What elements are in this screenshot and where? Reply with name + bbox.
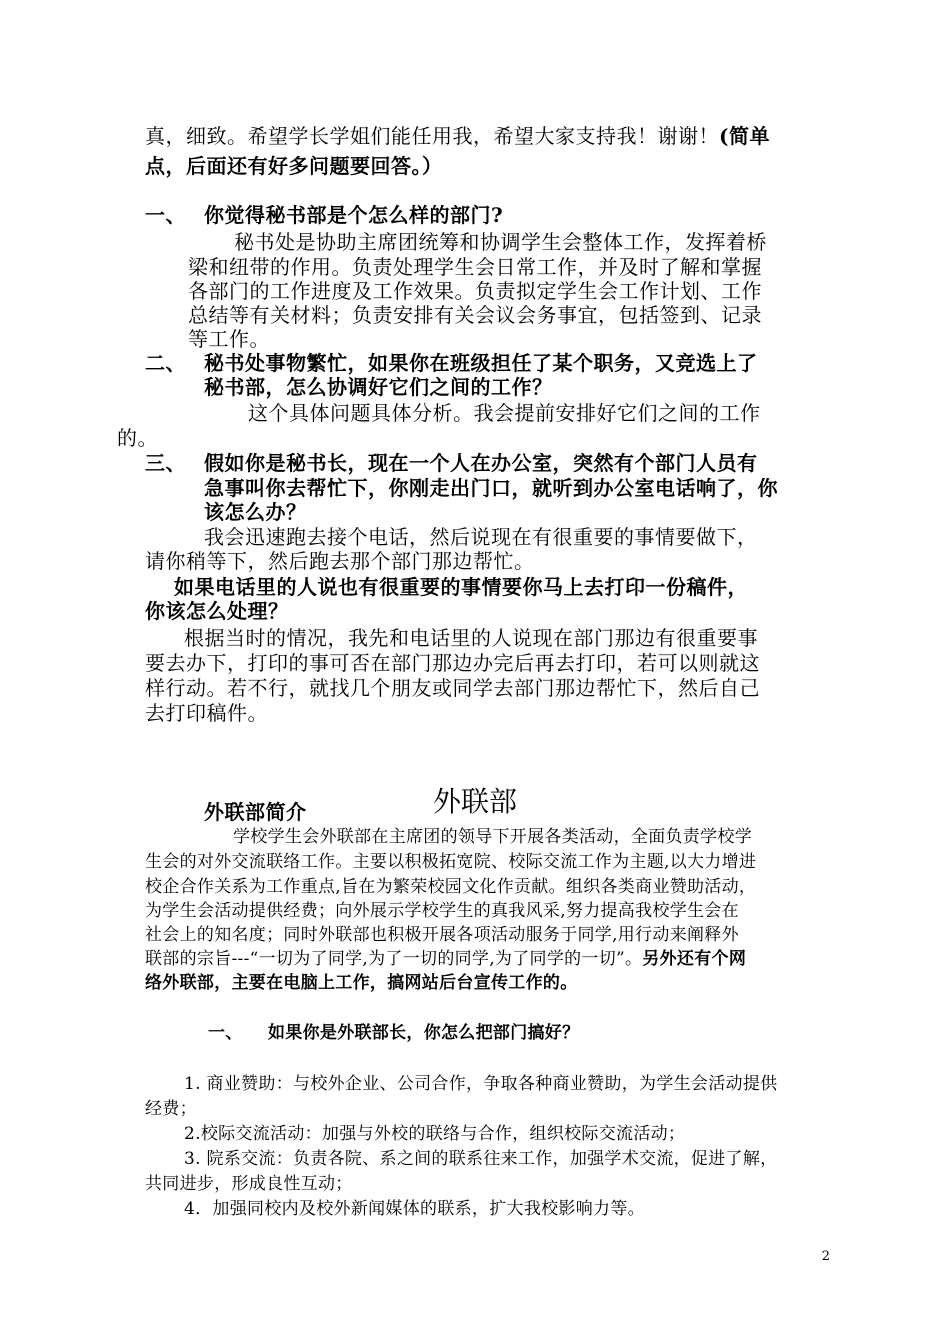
q3-followup-answer-line-2: 要去办下，打印的事可否在部门那边办完后再去打印，若可以则就这 xyxy=(145,651,760,675)
q3-followup-line-2: 你该怎么处理？ xyxy=(145,599,289,623)
section-intro-last-bold: 另外还有个网 xyxy=(642,949,747,969)
intro-bold-text: (简单 xyxy=(719,124,770,148)
section-intro-line-5: 社会上的知名度；同时外联部也积极开展各项活动服务于同学,用行动来阐释外 xyxy=(145,925,739,945)
q1-marker: 一、 xyxy=(145,203,186,227)
section-item-3-line-1: 3. 院系交流：负责各院、系之间的联系往来工作，加强学术交流，促进了解， xyxy=(184,1149,778,1169)
q3-question-line-3: 该怎么办？ xyxy=(204,500,307,524)
q2-answer-line-2: 的。 xyxy=(117,426,158,450)
section-item-4: 4．加强同校内及校外新闻媒体的联系，扩大我校影响力等。 xyxy=(184,1199,645,1219)
intro-text: 真，细致。希望学长学姐们能任用我，希望大家支持我！谢谢！ xyxy=(145,124,719,148)
q1-answer-line-5: 等工作。 xyxy=(188,327,270,351)
q2-marker: 二、 xyxy=(145,351,186,375)
section-intro-line-3: 校企合作关系为工作重点,旨在为繁荣校园文化作贡献。组织各类商业赞助活动， xyxy=(145,877,757,897)
q3-marker: 三、 xyxy=(145,451,186,475)
section-item-3-line-2: 共同进步，形成良性互动； xyxy=(145,1174,353,1194)
intro-line-2: 点，后面还有好多问题要回答。） xyxy=(145,154,443,178)
q3-answer-line-1: 我会迅速跑去接个电话，然后说现在有很重要的事情要做下， xyxy=(204,525,758,549)
q1-answer-line-2: 梁和纽带的作用。负责处理学生会日常工作，并及时了解和掌握 xyxy=(188,255,762,279)
q3-followup-answer-line-1: 根据当时的情况，我先和电话里的人说现在部门那边有很重要事 xyxy=(184,626,758,650)
section-item-1-line-1: 1. 商业赞助：与校外企业、公司合作，争取各种商业赞助，为学生会活动提供 xyxy=(184,1074,778,1094)
q2-question-line-1: 秘书处事物繁忙，如果你在班级担任了某个职务，又竞选上了 xyxy=(204,351,758,375)
section-intro-heading: 外联部简介 xyxy=(204,800,307,824)
q3-question-line-2: 急事叫你去帮忙下，你刚走出门口，就听到办公室电话响了，你 xyxy=(204,476,778,500)
q1-answer-line-1: 秘书处是协助主席团统筹和协调学生会整体工作，发挥着桥 xyxy=(234,230,767,254)
section-title: 外联部 xyxy=(432,785,517,818)
section-intro-line-4: 为学生会活动提供经费；向外展示学校学生的真我风采,努力提高我校学生会在 xyxy=(145,901,739,921)
q3-question-line-1: 假如你是秘书长，现在一个人在办公室，突然有个部门人员有 xyxy=(204,451,758,475)
section-intro-bold-line: 络外联部，主要在电脑上工作，搞网站后台宣传工作的。 xyxy=(145,973,578,993)
q1-question: 你觉得秘书部是个怎么样的部门? xyxy=(204,203,504,227)
q1-answer-line-3: 各部门的工作进度及工作效果。负责拟定学生会工作计划、工作 xyxy=(188,279,762,303)
section-intro-line-2: 生会的对外交流联络工作。主要以积极拓宽院、校际交流工作为主题,以大力增进 xyxy=(145,852,757,872)
q3-followup-answer-line-4: 去打印稿件。 xyxy=(145,701,268,725)
q2-question-line-2: 秘书部，怎么协调好它们之间的工作？ xyxy=(204,375,553,399)
q3-answer-line-2: 请你稍等下，然后跑去那个部门那边帮忙。 xyxy=(145,549,535,573)
section-intro-last-text: 联部的宗旨---“一切为了同学,为了一切的同学,为了同学的一切”。 xyxy=(145,949,643,969)
section-question: 如果你是外联部长，你怎么把部门搞好？ xyxy=(268,1023,580,1043)
q3-followup-line-1: 如果电话里的人说也有很重要的事情要你马上去打印一份稿件， xyxy=(174,575,748,599)
q2-answer-line-1: 这个具体问题具体分析。我会提前安排好它们之间的工作 xyxy=(248,401,761,425)
page-number: 2 xyxy=(821,1249,830,1264)
section-item-1-line-2: 经费； xyxy=(145,1099,197,1119)
q3-followup-answer-line-3: 样行动。若不行，就找几个朋友或同学去部门那边帮忙下，然后自己 xyxy=(145,676,760,700)
section-q-marker: 一、 xyxy=(208,1023,243,1043)
section-item-2: 2.校际交流活动：加强与外校的联络与合作，组织校际交流活动； xyxy=(184,1124,686,1144)
q1-answer-line-4: 总结等有关材料；负责安排有关会议会务事宜，包括签到、记录 xyxy=(188,303,762,327)
intro-line-1 xyxy=(145,121,770,151)
section-intro-line-6 xyxy=(145,946,746,972)
section-intro-line-1: 学校学生会外联部在主席团的领导下开展各类活动，全面负责学校学 xyxy=(233,827,752,847)
